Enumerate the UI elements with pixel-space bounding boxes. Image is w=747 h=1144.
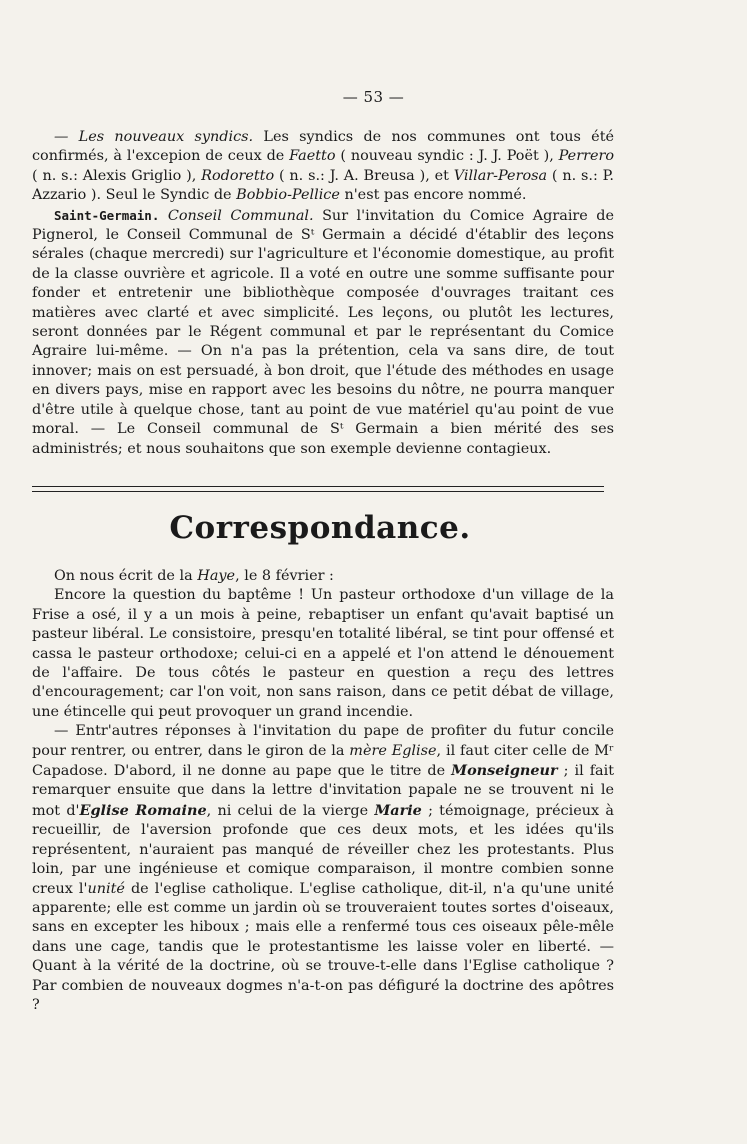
- section-divider: [32, 486, 604, 492]
- paragraph-syndics: — Les nouveaux syndics. Les syndics de nos communes ont tous été confirmés, à l'excepion de ceux de Faetto ( nouveau syndic : J. J. Poët ), Perrero ( n. s.: Alexis Griglio ), Rodoretto ( n. s.: J. A. Breusa ), et Villar-Perosa ( n. s.: P. Azzario ). Seul le Syndic de Bobbio-Pellice n'est pas encore nommé.: [32, 129, 615, 204]
- paragraph-saint-germain: Saint-Germain. Conseil Communal. Sur l'invitation du Comice Agraire de Pignerol, le Conseil Communal de Sᵗ Germain a décidé d'établir des leçons sérales (chaque mercredi) sur l'agriculture et l'économie domestique, au profit de la classe ouvrière et agricole. Il a voté en outre une somme suffisante pour fonder et entretenir une bibliothèque composée d'ouvrages traitant ces matières avec clarté et avec simplicité. Les leçons, ou plutôt les lectures, seront données par le Régent communal et par le représentant du Comice Agraire lui-même. — On n'a pas la prétention, cela va sans dire, de tout innover; mais on est persuadé, à bon droit, que l'étude des méthodes en usage en divers pays, mise en rapport avec les besoins du nôtre, ne pourra manquer d'être utile à quelque chose, tant au point de vue matériel qu'au point de vue moral. — Le Conseil communal de Sᵗ Germain a bien mérité des ses administrés; et nous souhaitons que son exemple devienne contagieux.: [32, 207, 615, 457]
- paragraph-concile: — Entr'autres réponses à l'invitation du pape de profiter du futur concile pour rentrer, ou entrer, dans le giron de la mère Eglise, il faut citer celle de Mʳ Capadose. D'abord, il ne donne au pape que le titre de Monseigneur ; il fait remarquer ensuite que dans la lettre d'invitation papale ne se trouvent ni le mot d'Eglise Romaine, ni celui de la vierge Marie ; témoignage, précieux à recueillir, de l'aversion profonde que ces deux mots, et les idées qu'ils représentent, n'auraient pas manqué de réveiller chez les protestants. Plus loin, par une ingénieuse et comique comparaison, il montre combien sonne creux l'unité de l'eglise catholique. L'eglise catholique, dit-il, n'a qu'une unité apparente; elle est comme un jardin où se trouveraient toutes sortes d'oiseaux, sans en excepter les hiboux ; mais elle a renfermé tous ces oiseaux pêle-mêle dans une cage, tandis que le protestantisme les laisse voler en liberté. — Quant à la vérité de la doctrine, où se trouve-t-elle dans l'Eglise catholique ? Par combien de nouveaux dogmes n'a-t-on pas défiguré la doctrine des apôtres ?: [32, 723, 615, 1013]
- page-number: — 53 —: [342, 88, 405, 106]
- conseil-communal-subheading: Conseil Communal.: [159, 207, 314, 224]
- paragraph-bapteme: Encore la question du baptême ! Un pasteur orthodoxe d'un village de la Frise a osé, il y a un mois à peine, rebaptiser un enfant qu'avait baptisé un pasteur libéral. Le consistoire, presqu'en totalité libéral, se tint pour offensé et cassa le pasteur orthodoxe; celui-ci en a appelé et l'on attend le dénouement de l'affaire. De tous côtés le pasteur en question a reçu des lettres d'encouragement; car l'on voit, non sans raison, dans ce petit débat de village, une étincelle qui peut provoquer un grand incendie.: [32, 587, 614, 720]
- correspondence-block: [32, 567, 614, 1015]
- letter-intro: On nous écrit de la Haye, le 8 février :: [54, 568, 334, 584]
- saint-germain-heading: Saint-Germain.: [54, 207, 160, 223]
- syndics-heading: — Les nouveaux syndics.: [54, 129, 254, 145]
- section-title: Correspondance.: [169, 510, 471, 546]
- local-news-block: [32, 128, 614, 459]
